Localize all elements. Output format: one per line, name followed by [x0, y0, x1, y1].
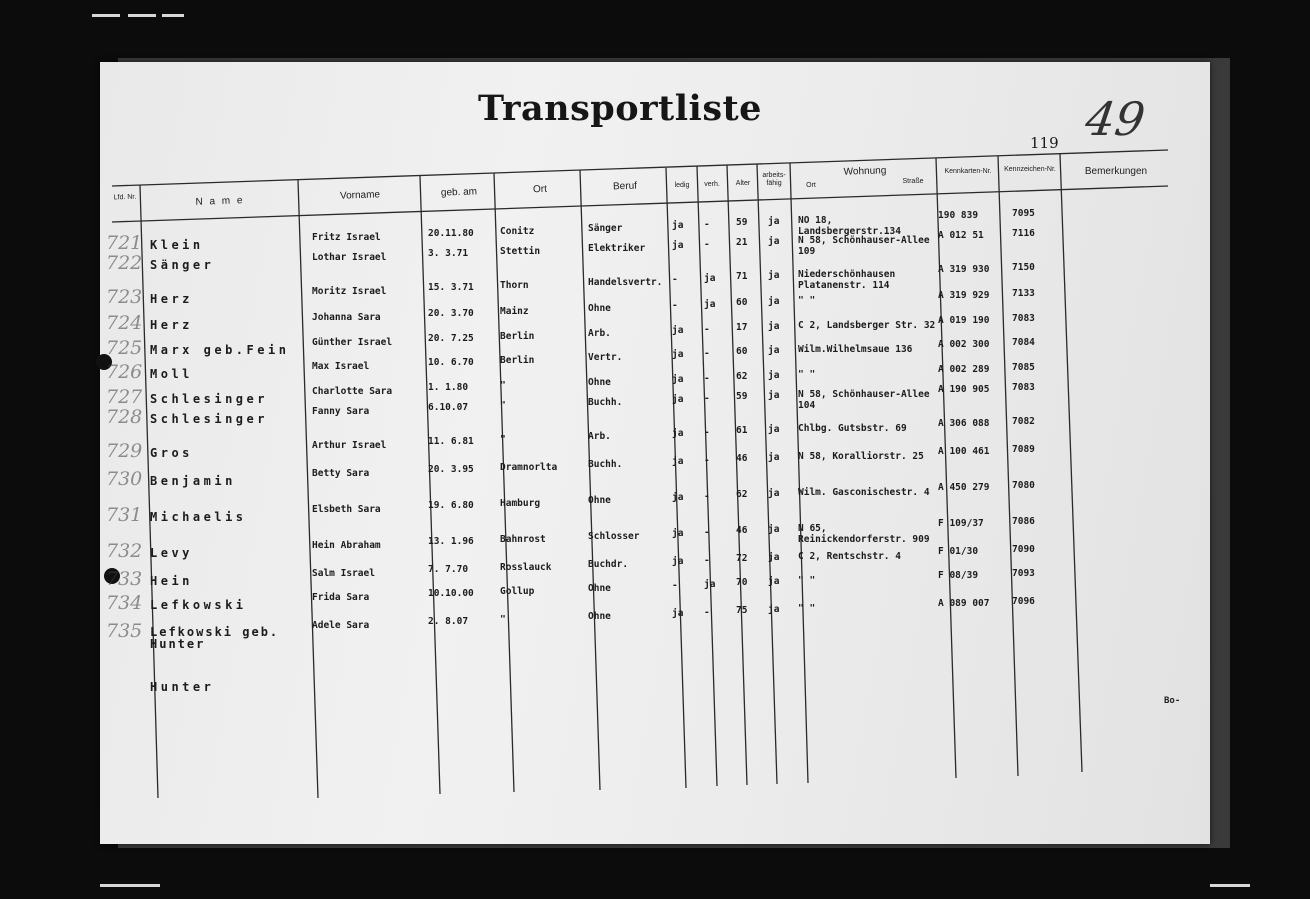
cell-name: Levy [150, 546, 193, 560]
cell-kk: A 190 905 [938, 384, 990, 396]
cell-verh: - [704, 526, 710, 538]
cell-arb: ja [768, 390, 780, 402]
cell-alter: 46 [736, 525, 748, 537]
cell-name: Herz [150, 292, 193, 306]
cell-ort: " [500, 433, 506, 445]
cell-nr: 725 [106, 337, 143, 359]
cell-ort: Conitz [500, 225, 535, 237]
cell-name: Lefkowski geb. Hunter [150, 625, 280, 651]
cell-wohnung: " " [798, 369, 816, 381]
cell-kk: A 306 088 [938, 418, 990, 430]
cell-nr: 735 [106, 620, 143, 642]
cell-nr: 721 [106, 232, 143, 254]
cell-kz: 7080 [1012, 479, 1035, 491]
header-kennkarten: Kennkarten-Nr. [944, 168, 992, 175]
header-ledig: ledig [674, 182, 690, 189]
cell-geb: 2. 8.07 [428, 616, 469, 628]
cell-arb: ja [768, 345, 780, 357]
cell-name: Schlesinger [150, 392, 268, 406]
cell-ledig: - [672, 579, 678, 591]
cell-name: Michaelis [150, 510, 247, 524]
cell-arb: ja [768, 576, 780, 588]
cell-wohnung: Wilm.Wilhelmsaue 136 [798, 344, 913, 356]
cell-kz: 7083 [1012, 312, 1035, 324]
cell-kz: 7090 [1012, 543, 1035, 555]
cell-name: Lefkowski [150, 598, 247, 612]
cell-alter: 72 [736, 553, 748, 565]
cell-ort: Hamburg [500, 497, 541, 509]
cell-name: Klein [150, 238, 204, 252]
cell-ort: Berlin [500, 330, 535, 342]
cell-beruf: Ohne [588, 582, 611, 594]
cell-nr: 727 [106, 386, 143, 408]
cell-ort: Rosslauck [500, 561, 552, 573]
cell-arb: ja [768, 552, 780, 564]
cell-wohnung: C 2, Rentschstr. 4 [798, 551, 901, 563]
header-kennzeichen: Kennzeichen-Nr. [1004, 166, 1056, 173]
cell-vorname: Hein Abraham [312, 540, 381, 552]
cell-kk: A 012 51 [938, 230, 984, 242]
cell-beruf: Ohne [588, 302, 611, 314]
cell-kz: 7133 [1012, 287, 1035, 299]
cell-verh: ja [704, 298, 716, 310]
cell-arb: ja [768, 524, 780, 536]
cell-ort: " [500, 613, 506, 625]
cell-alter: 59 [736, 391, 748, 403]
cell-beruf: Vertr. [588, 351, 623, 363]
cell-vorname: Arthur Israel [312, 440, 387, 452]
cell-arb: ja [768, 270, 780, 282]
cell-verh: - [704, 490, 710, 502]
cell-alter: 60 [736, 346, 748, 358]
cell-verh: - [704, 218, 710, 230]
cell-nr: 726 [106, 361, 143, 383]
cell-vorname: Johanna Sara [312, 312, 381, 324]
cell-wohnung: " " [798, 575, 816, 587]
footer-stub: Bo- [1164, 696, 1181, 706]
cell-verh: - [704, 554, 710, 566]
cell-name: Sänger [150, 258, 215, 272]
cell-wohnung: Wilm. Gasconischestr. 4 [798, 487, 930, 499]
cell-geb: 20. 3.70 [428, 308, 474, 320]
cell-wohnung: " " [798, 295, 816, 307]
cell-kz: 7150 [1012, 261, 1035, 273]
cell-vorname: Lothar Israel [312, 252, 387, 264]
cell-kk: A 002 289 [938, 364, 990, 376]
cell-beruf: Schlosser [588, 530, 640, 542]
cell-verh: ja [704, 578, 716, 590]
header-vorname: Vorname [339, 189, 381, 202]
cell-ort: Dramnorlta [500, 461, 558, 473]
cell-verh: - [704, 606, 710, 618]
cell-name: Hunter [150, 680, 215, 694]
cell-ledig: ja [672, 555, 684, 567]
cell-geb: 19. 6.80 [428, 500, 474, 512]
handwritten-page-number: 49 [1082, 92, 1149, 146]
cell-alter: 75 [736, 605, 748, 617]
cell-verh: - [704, 454, 710, 466]
header-wohnung-ort: Ort [806, 182, 816, 189]
cell-beruf: Ohne [588, 610, 611, 622]
cell-vorname: Günther Israel [312, 337, 393, 349]
cell-wohnung: N 58, Schönhauser-Allee 104 [798, 389, 930, 412]
cell-wohnung: " " [798, 603, 816, 615]
cell-nr: 730 [106, 468, 143, 490]
cell-alter: 62 [736, 489, 748, 501]
cell-ort: Gollup [500, 585, 535, 597]
cell-wohnung: Niederschönhausen Platanenstr. 114 [798, 269, 896, 292]
cell-ort: Bahnrost [500, 533, 546, 545]
header-name: N a m e [195, 195, 245, 208]
cell-arb: ja [768, 488, 780, 500]
cell-kz: 7083 [1012, 381, 1035, 393]
cell-vorname: Adele Sara [312, 620, 370, 632]
cell-geb: 3. 3.71 [428, 248, 469, 260]
cell-geb: 10.10.00 [428, 588, 474, 600]
page-number: 119 [1030, 134, 1059, 152]
cell-vorname: Betty Sara [312, 468, 370, 480]
cell-kz: 7093 [1012, 567, 1035, 579]
cell-kk: A 319 929 [938, 290, 990, 302]
cell-vorname: Fritz Israel [312, 232, 381, 244]
cell-arb: ja [768, 424, 780, 436]
cell-beruf: Sänger [588, 222, 623, 234]
cell-nr: 729 [106, 440, 143, 462]
cell-wohnung: N 65, Reinickendorferstr. 909 [798, 523, 930, 546]
cell-ort: " [500, 399, 506, 411]
cell-kk: F 01/30 [938, 546, 979, 558]
cell-arb: ja [768, 296, 780, 308]
cell-verh: - [704, 347, 710, 359]
cell-beruf: Arb. [588, 430, 611, 442]
header-beruf: Beruf [612, 180, 638, 193]
page-title: Transportliste [478, 88, 762, 129]
header-wohnung-strasse: Straße [902, 178, 924, 185]
cell-name: Marx geb.Fein [150, 343, 290, 357]
cell-kz: 7085 [1012, 361, 1035, 373]
cell-verh: - [704, 426, 710, 438]
cell-vorname: Fanny Sara [312, 406, 370, 418]
cell-ort: Berlin [500, 354, 535, 366]
cell-beruf: Buchh. [588, 396, 623, 408]
cell-kz: 7095 [1012, 207, 1035, 219]
cell-arb: ja [768, 236, 780, 248]
cell-wohnung: NO 18, Landsbergerstr.134 [798, 215, 901, 238]
cell-beruf: Handelsvertr. [588, 276, 663, 288]
cell-alter: 60 [736, 297, 748, 309]
cell-kk: A 089 007 [938, 598, 990, 610]
cell-ledig: ja [672, 607, 684, 619]
cell-geb: 13. 1.96 [428, 536, 474, 548]
cell-beruf: Arb. [588, 327, 611, 339]
cell-verh: - [704, 392, 710, 404]
cell-beruf: Ohne [588, 376, 611, 388]
header-arbeitsfaehig: arbeits-fähig [762, 172, 786, 187]
cell-nr: 732 [106, 540, 143, 562]
cell-name: Benjamin [150, 474, 236, 488]
header-geb-am: geb. am [440, 186, 478, 199]
cell-arb: ja [768, 370, 780, 382]
cell-alter: 70 [736, 577, 748, 589]
cell-ledig: ja [672, 491, 684, 503]
cell-wohnung: Chlbg. Gutsbstr. 69 [798, 423, 907, 435]
cell-alter: 61 [736, 425, 748, 437]
cell-alter: 62 [736, 371, 748, 383]
cell-kk: A 319 930 [938, 264, 990, 276]
cell-alter: 46 [736, 453, 748, 465]
cell-geb: 20.11.80 [428, 228, 474, 240]
cell-arb: ja [768, 452, 780, 464]
cell-geb: 1. 1.80 [428, 382, 469, 394]
cell-alter: 71 [736, 271, 748, 283]
cell-ort: Thorn [500, 279, 529, 291]
cell-kz: 7116 [1012, 227, 1035, 239]
cell-kk: F 08/39 [938, 570, 979, 582]
cell-ledig: - [672, 273, 678, 285]
cell-geb: 20. 3.95 [428, 464, 474, 476]
cell-nr: 728 [106, 406, 143, 428]
cell-vorname: Elsbeth Sara [312, 504, 381, 516]
cell-name: Gros [150, 446, 193, 460]
cell-kk: A 002 300 [938, 339, 990, 351]
cell-ledig: ja [672, 239, 684, 251]
cell-vorname: Salm Israel [312, 568, 375, 580]
cell-verh: - [704, 323, 710, 335]
cell-geb: 20. 7.25 [428, 333, 474, 345]
cell-verh: - [704, 238, 710, 250]
cell-geb: 7. 7.70 [428, 564, 469, 576]
cell-ledig: ja [672, 427, 684, 439]
cell-ledig: ja [672, 373, 684, 385]
cell-vorname: Moritz Israel [312, 286, 387, 298]
cell-kk: 190 839 [938, 210, 979, 222]
cell-kk: A 450 279 [938, 482, 990, 494]
cell-beruf: Ohne [588, 494, 611, 506]
cell-ort: " [500, 379, 506, 391]
cell-wohnung: N 58, Schönhauser-Allee 109 [798, 235, 930, 258]
header-ort: Ort [532, 183, 548, 196]
cell-kz: 7084 [1012, 336, 1035, 348]
cell-kk: F 109/37 [938, 518, 984, 530]
header-verh: verh. [704, 181, 720, 188]
cell-beruf: Buchdr. [588, 558, 629, 570]
cell-name: Hein [150, 574, 193, 588]
cell-nr: 723 [106, 286, 143, 308]
cell-kz: 7089 [1012, 443, 1035, 455]
cell-kz: 7096 [1012, 595, 1035, 607]
cell-kz: 7082 [1012, 415, 1035, 427]
cell-vorname: Max Israel [312, 361, 370, 373]
cell-geb: 11. 6.81 [428, 436, 474, 448]
cell-ledig: ja [672, 455, 684, 467]
cell-ledig: ja [672, 348, 684, 360]
cell-ort: Stettin [500, 245, 541, 257]
cell-alter: 17 [736, 322, 748, 334]
cell-geb: 15. 3.71 [428, 282, 474, 294]
cell-nr: 724 [106, 312, 143, 334]
cell-geb: 10. 6.70 [428, 357, 474, 369]
cell-kk: A 019 190 [938, 315, 990, 327]
cell-kk: A 100 461 [938, 446, 990, 458]
cell-kz: 7086 [1012, 515, 1035, 527]
header-lfd-nr: Lfd. Nr. [113, 193, 137, 202]
cell-beruf: Elektriker [588, 242, 646, 254]
cell-beruf: Buchh. [588, 458, 623, 470]
cell-name: Moll [150, 367, 193, 381]
cell-name: Herz [150, 318, 193, 332]
cell-nr: 734 [106, 592, 143, 614]
cell-verh: - [704, 372, 710, 384]
cell-ort: Mainz [500, 305, 529, 317]
cell-ledig: ja [672, 393, 684, 405]
cell-alter: 59 [736, 217, 748, 229]
cell-ledig: ja [672, 527, 684, 539]
cell-verh: ja [704, 272, 716, 284]
cell-nr: 733 [106, 568, 143, 590]
cell-ledig: - [672, 299, 678, 311]
cell-nr: 731 [106, 504, 143, 526]
cell-vorname: Frida Sara [312, 592, 370, 604]
cell-vorname: Charlotte Sara [312, 386, 393, 398]
cell-name: Schlesinger [150, 412, 268, 426]
header-wohnung: Wohnung [843, 165, 887, 178]
header-alter: Alter [735, 180, 751, 187]
cell-ledig: ja [672, 324, 684, 336]
cell-geb: 6.10.07 [428, 402, 469, 414]
header-bemerkungen: Bemerkungen [1084, 166, 1148, 177]
cell-ledig: ja [672, 219, 684, 231]
cell-arb: ja [768, 216, 780, 228]
cell-arb: ja [768, 321, 780, 333]
cell-arb: ja [768, 604, 780, 616]
cell-wohnung: N 58, Koralliorstr. 25 [798, 451, 924, 463]
cell-nr: 722 [106, 252, 143, 274]
cell-alter: 21 [736, 237, 748, 249]
cell-wohnung: C 2, Landsberger Str. 32 [798, 320, 936, 332]
